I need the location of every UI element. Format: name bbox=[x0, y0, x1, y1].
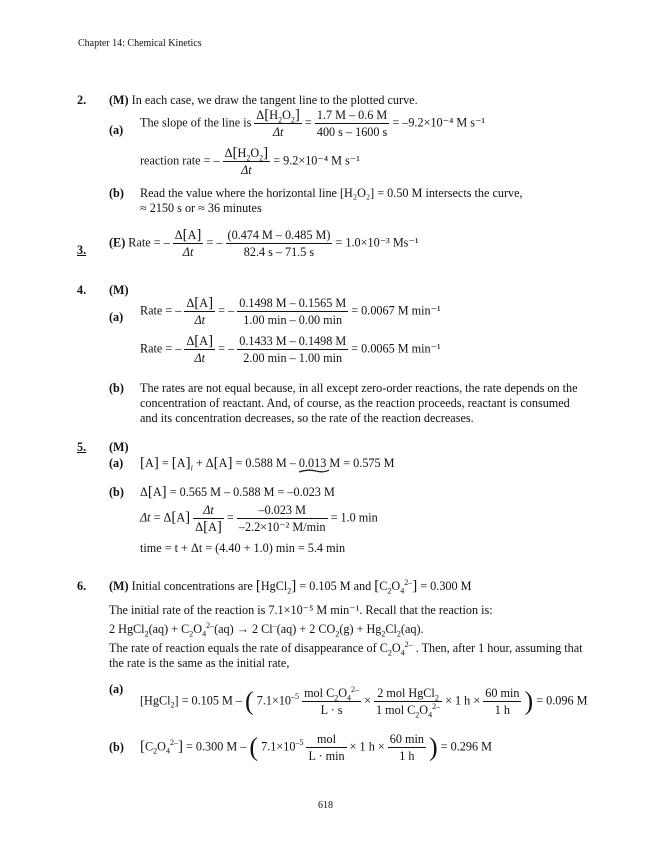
q5a-equation: $[A] = [A]_i + \Delta[A] = 0.588$ M – 0.013 M = 0.575 M bbox=[140, 455, 395, 473]
q2-level: (M) bbox=[109, 93, 129, 107]
q6-number: 6. bbox=[77, 579, 87, 593]
q6a-result: = 0.096 M bbox=[536, 693, 588, 708]
q2-number: 2. bbox=[77, 93, 87, 107]
q4a-label: (a) bbox=[109, 310, 124, 324]
q3-equation: (E) Rate = – $\frac{\Delta[A]}{\Delta t}$ = – $\frac{(0.474 M - 0.485 M)}{82.4 s - 71.5 s}$ = 1.0×10⁻³ Ms⁻¹ bbox=[109, 227, 419, 259]
q6-intro-line: (M) Initial concentrations are [HgCl$_2$] = 0.105 M and $[C_2O_4^{2-}] = 0.300$ M bbox=[109, 577, 472, 596]
q5a-result: = 0.588 M – 0.013 M = 0.575 M bbox=[235, 456, 395, 470]
q6b-equation: $[C_2O_4^{2-}] = 0.300$ M – ( $7.1\times 10^{-5}$ $\frac{\text{mol}}{L \cdot \min}$ × 1 h × $\frac{60 \min}{1 h}$ ) = 0.296 M bbox=[140, 732, 492, 763]
q6-line4: The rate of reaction equals the rate of disappearance of $C_2O_4^{2-}$ . Then, after 1 hour, assuming that bbox=[109, 639, 583, 658]
q4-level: (M) bbox=[109, 283, 129, 297]
q2b-line2: ≈ 2150 s or ≈ 36 minutes bbox=[140, 201, 262, 215]
q5b-frac-values: $\frac{-0.023 M}{\text{–2.2×10⁻² M/min}}$ bbox=[238, 503, 326, 534]
q3-fraction-values: $\frac{(0.474 M - 0.485 M)}{82.4 s - 71.5 s}$ bbox=[227, 228, 331, 259]
q5-number: 5. bbox=[77, 440, 87, 454]
q2a-fraction-values: $\frac{1.7 M - 0.6 M}{400 s - 1600 s}$ bbox=[316, 108, 388, 139]
q2a-fraction-delta: $\frac{\Delta[H_2O_2]}{\Delta t}$ bbox=[256, 107, 300, 139]
q3-number: 3. bbox=[77, 243, 87, 257]
q4a-rate2-values: $\frac{0.1433 M - 0.1498 M}{2.00 \min - 1.00 \min}$ bbox=[239, 334, 347, 365]
q4a-rate1-delta: $\frac{\Delta[A]}{\Delta t}$ bbox=[186, 295, 214, 327]
q4a-rate2-result: = 0.0065 M min⁻¹ bbox=[351, 341, 441, 356]
q3-result: = 1.0×10⁻³ Ms⁻¹ bbox=[335, 235, 419, 250]
q4a-rate1-result: = 0.0067 M min⁻¹ bbox=[351, 303, 441, 318]
q2-rate-fraction: $\frac{\Delta[H_2O_2]}{\Delta t}$ bbox=[224, 145, 269, 177]
q2-intro-text: In each case, we draw the tangent line to the plotted curve. bbox=[131, 93, 418, 107]
page-number: 618 bbox=[318, 800, 333, 811]
q2a-text: The slope of the line is bbox=[140, 115, 252, 130]
q6-reaction-equation: 2 HgCl$_2$(aq) + $C_2O_4^{2-}(aq) \to 2$ Cl–(aq) + 2 $CO_2(g) + Hg_2Cl_2(aq)$. bbox=[109, 620, 424, 639]
q3-fraction-delta: $\frac{\Delta[A]}{\Delta t}$ bbox=[174, 227, 202, 259]
q6b-label: (b) bbox=[109, 740, 124, 754]
q5b-delta-t: Δt = Δ[A] $\frac{\Delta t}{\Delta[A]}$ = $\frac{-0.023 M}{\text{–2.2×10⁻² M/min}}$ = 1.0 min bbox=[140, 503, 378, 535]
q2a-slope-equation: The slope of the line is $\frac{\Delta[H_2O_2]}{\Delta t}$ = $\frac{1.7 M - 0.6 M}{400 s - 1600 s}$ = –9.2×10⁻⁴ M s⁻¹ bbox=[140, 107, 486, 139]
q2a-result: = –9.2×10⁻⁴ M s⁻¹ bbox=[392, 115, 486, 130]
q5b-dt-result: = 1.0 min bbox=[330, 510, 378, 525]
q2b-line1: Read the value where the horizontal line [H₂O₂] = 0.50 M intersects the curve, bbox=[140, 186, 523, 200]
q5b-result: = 0.565 M – 0.588 M = –0.023 M bbox=[169, 485, 335, 499]
q6b-result: = 0.296 M bbox=[440, 739, 492, 754]
q5-level: (M) bbox=[109, 440, 129, 454]
q5b-equation: Δ[A] = 0.565 M – 0.588 M = –0.023 M bbox=[140, 484, 335, 500]
q2b-label: (b) bbox=[109, 186, 124, 200]
q4b-line2: concentration of reactant. And, of course, as the reaction proceeds, reactant is consumed bbox=[140, 396, 570, 410]
q6-line5: the rate is the same as the initial rate, bbox=[109, 656, 290, 670]
q5a-label: (a) bbox=[109, 456, 124, 470]
chapter-header: Chapter 14: Chemical Kinetics bbox=[78, 38, 202, 49]
q2-intro bbox=[109, 93, 418, 107]
q4b-line1: The rates are not equal because, in all except zero-order reactions, the rate depends on the bbox=[140, 381, 578, 395]
q2-rate-result: = 9.2×10⁻⁴ M s⁻¹ bbox=[273, 153, 360, 168]
q4b-label: (b) bbox=[109, 381, 124, 395]
q4a-rate1-values: $\frac{0.1498 M - 0.1565 M}{1.00 \min - 0.00 \min}$ bbox=[239, 296, 347, 327]
q2a-label: (a) bbox=[109, 123, 124, 137]
q2-reaction-rate bbox=[140, 146, 360, 177]
q6a-equation: [HgCl$_2$] = 0.105 M – ( $7.1\times 10^{-5}$ $\frac{mol C_2O_4^{2-}}{L \cdot s}$ × $\frac{2 mol HgCl_2}{1 mol C_2O_4^{2-}}$ × 1 h × $\frac{60 \min}{1 h}$ ) = 0.096 M bbox=[140, 684, 588, 720]
q4a-rate2: Rate = – $\frac{\Delta[A]}{\Delta t}$ = – $\frac{0.1433 M - 0.1498 M}{2.00 \min - 1.00 \min}$ = 0.0065 M min⁻¹ bbox=[140, 333, 441, 365]
q6-line2: The initial rate of the reaction is 7.1×10⁻⁵ M min⁻¹. Recall that the reaction is: bbox=[109, 603, 493, 617]
q2-rate-text: reaction rate = – bbox=[140, 153, 220, 168]
handwritten-underline-mark bbox=[298, 467, 330, 475]
q6a-label: (a) bbox=[109, 682, 124, 696]
q4a-rate2-delta: $\frac{\Delta[A]}{\Delta t}$ bbox=[186, 333, 214, 365]
q5b-frac-symbolic: $\frac{\Delta t}{\Delta[A]}$ bbox=[195, 503, 222, 535]
q3-level: (E) bbox=[109, 235, 126, 250]
q5b-time-line: time = t + Δt = (4.40 + 1.0) min = 5.4 min bbox=[140, 541, 346, 555]
q5b-label: (b) bbox=[109, 485, 124, 499]
q4b-line3: and its concentration decreases, so the rate of the reaction decreases. bbox=[140, 411, 474, 425]
q3-rate-label: Rate = – bbox=[128, 235, 170, 250]
q4a-rate1: Rate = – $\frac{\Delta[A]}{\Delta t}$ = – $\frac{0.1498 M - 0.1565 M}{1.00 \min - 0.00 \min}$ = 0.0067 M min⁻¹ bbox=[140, 295, 441, 327]
q4-number: 4. bbox=[77, 283, 87, 297]
